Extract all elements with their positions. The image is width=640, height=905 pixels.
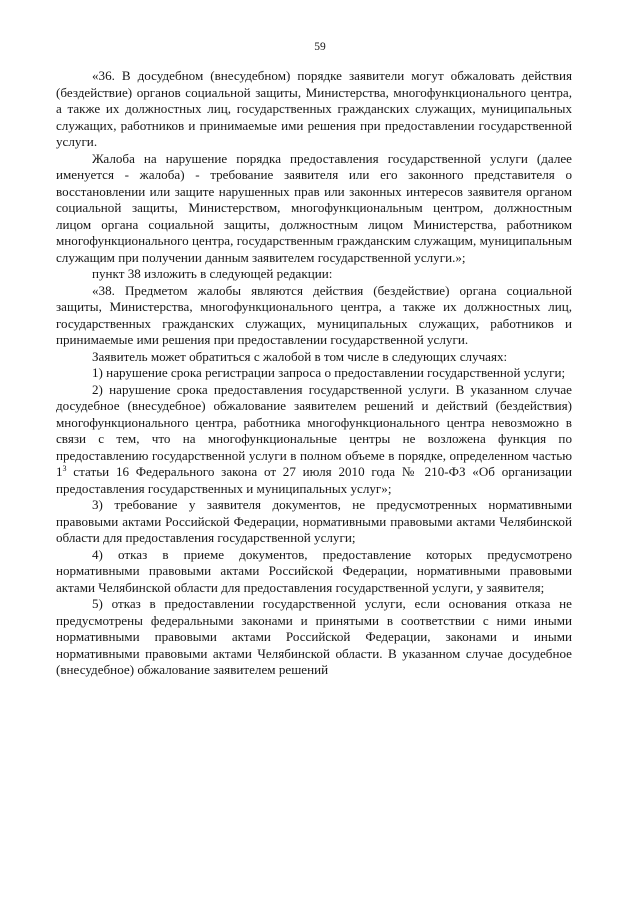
superscript-part-number: 3 — [62, 464, 67, 473]
case-2-text-before-superscript: 2) нарушение срока предоставления государственной услуги. В указанном случае досудебное (внесудебное) обжалование заявителем решений и действий (бездействия) многофункционального центра, работника многофункционального центра невозможно в связи с тем, что на многофункциональные центры не возложена функция по предоставлению государственной услуги в полном объеме в порядке, определенном частью 1 — [56, 381, 572, 479]
page-number: 59 — [314, 41, 326, 53]
paragraph-complaint-definition: Жалоба на нарушение порядка предоставления государственной услуги (далее именуется - жалоба) - требование заявителя или его законного представителя о восстановлении или защите нарушенных прав или законных интересов заявителя органом социальной защиты, Министерством, многофункциональным центром, должностным лицом органа социальной защиты, должностным лицом Министерства, работником многофункционального центра, государственным гражданским служащим, муниципальным служащим при получении данным заявителем государственной услуги.»; — [56, 150, 572, 265]
paragraph-amend-clause-38: пункт 38 изложить в следующей редакции: — [92, 266, 333, 281]
paragraph-case-4: 4) отказ в приеме документов, предоставление которых предусмотрено нормативными правовыми актами Российской Федерации, нормативными правовыми актами Челябинской области для предоставления государственной услуги, у заявителя; — [56, 546, 572, 595]
paragraph-clause-38: «38. Предметом жалобы являются действия (бездействие) органа социальной защиты, Министерства, многофункционального центра, а также их должностных лиц, государственных гражданских служащих, муниципальных служащих, работников и принимаемые ими решения при предоставлении государственной услуги. — [56, 282, 572, 347]
paragraph-case-2 — [56, 382, 572, 498]
paragraph-clause-36: «36. В досудебном (внесудебном) порядке заявители могут обжаловать действия (бездействие) органов социальной защиты, Министерства, многофункционального центра, а также их должностных лиц, государственных гражданских служащих, муниципальных служащих, работников и принимаемые ими решения при предоставлении государственной услуги. — [56, 68, 572, 149]
paragraph-case-1: 1) нарушение срока регистрации запроса о предоставлении государственной услуги; — [92, 365, 566, 380]
paragraph-cases-intro: Заявитель может обратиться с жалобой в том числе в следующих случаях: — [92, 348, 508, 364]
paragraph-case-5: 5) отказ в предоставлении государственной услуги, если основания отказа не предусмотрены федеральными законами и принятыми в соответствии с ними иными нормативными правовыми актами Российской Федерации, законами и иными нормативными правовыми актами Челябинской области. В указанном случае досудебное (внесудебное) обжалование заявителем решений — [56, 596, 572, 677]
paragraph-case-3: 3) требование у заявителя документов, не предусмотренных нормативными правовыми актами Российской Федерации, нормативными правовыми актами Челябинской области для предоставления государственной услуги; — [56, 497, 572, 545]
document-body — [56, 68, 572, 679]
case-2-text-after-superscript: статьи 16 Федерального закона от 27 июля 2010 года № 210-ФЗ «Об организации предоставления государственных и муниципальных услуг»; — [56, 464, 572, 496]
